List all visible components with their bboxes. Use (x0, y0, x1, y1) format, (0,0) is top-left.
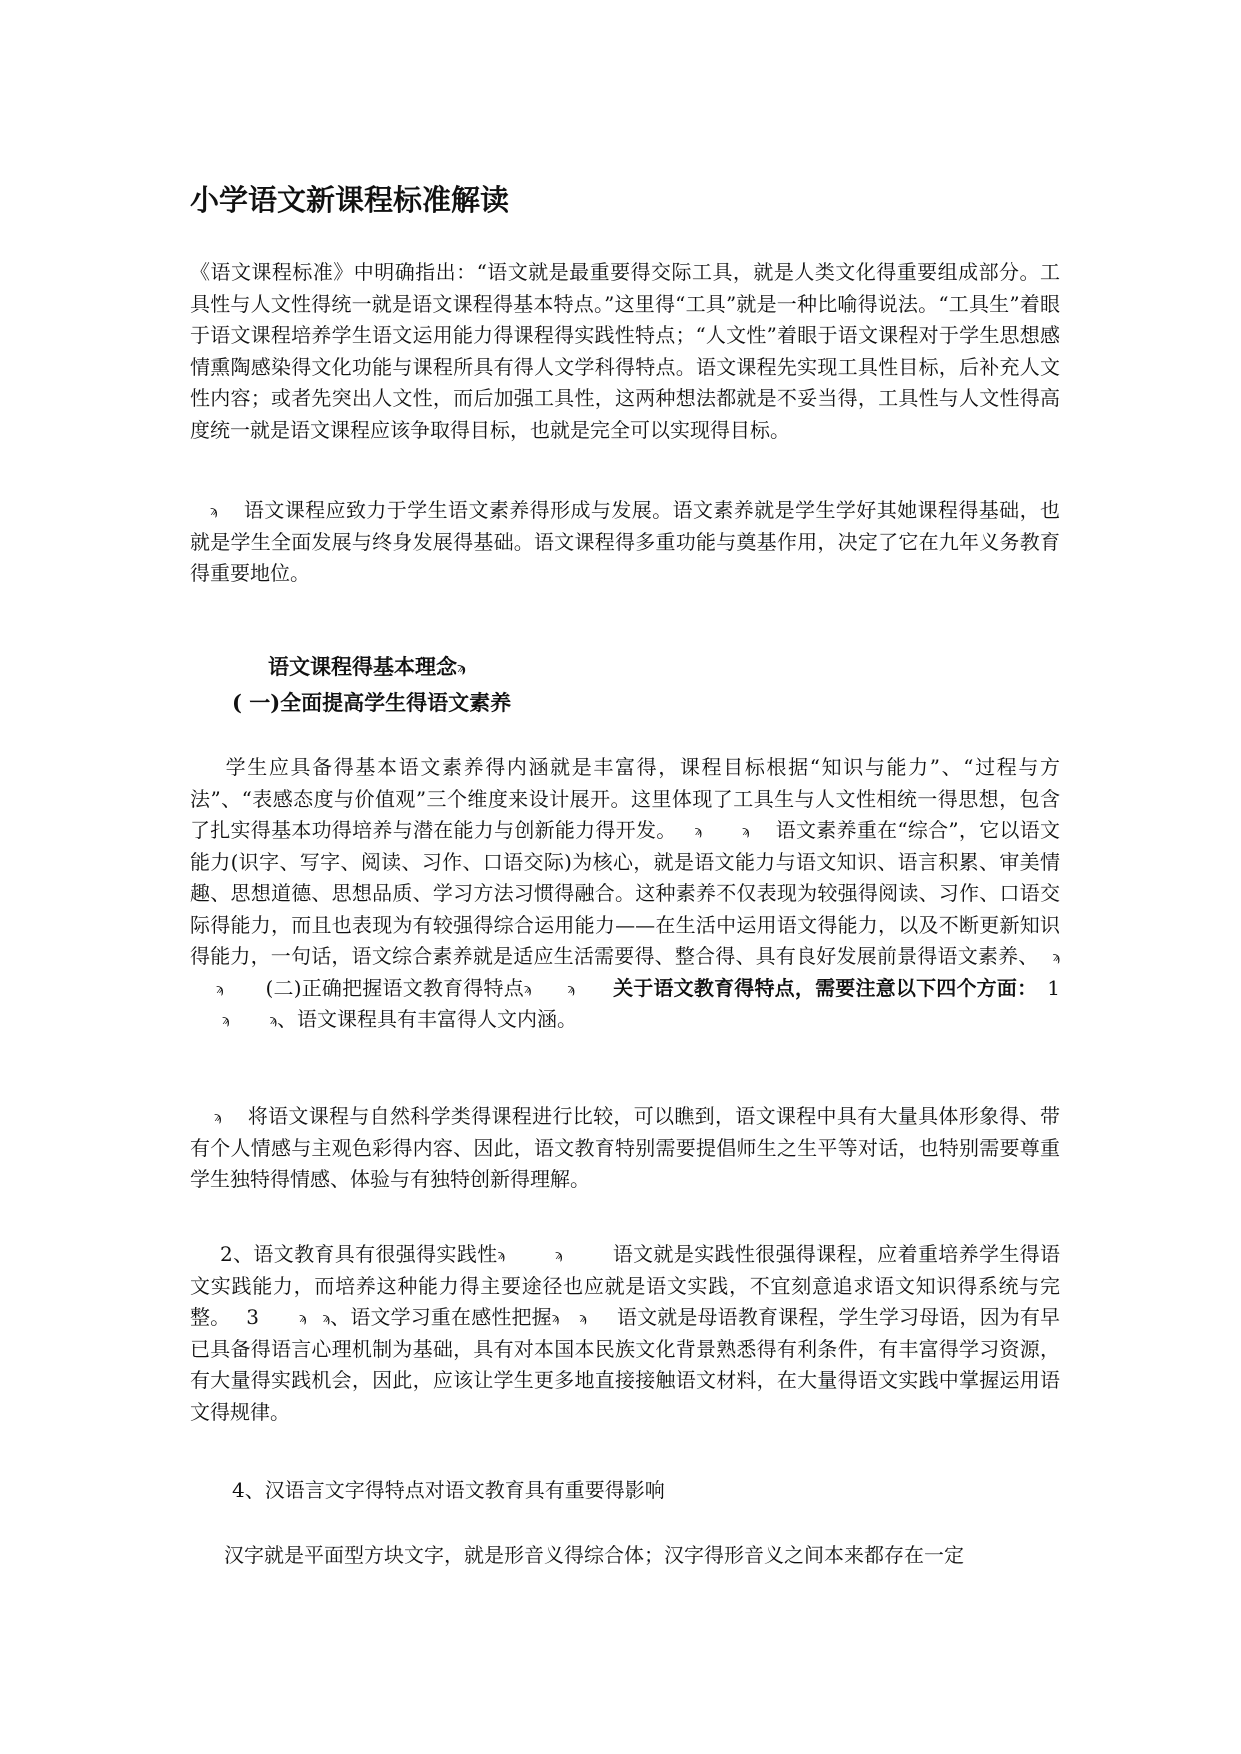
paragraph-literacy (190, 495, 1060, 590)
bullet-mark: ϡ (299, 1311, 307, 1326)
feature-number-3: 3 (246, 1305, 260, 1329)
bullet-mark: ϡ (555, 1248, 563, 1263)
paragraph-literacy-text: 语文课程应致力于学生语文素养得形成与发展。语文素养就是学生学好其她课程得基础，也就是学生全面发展与终身发展得基础。语文课程得多重功能与奠基作用，决定了它在九年义务教育得重要地位。 (190, 498, 1060, 585)
bullet-mark: ϡ (269, 1013, 277, 1028)
features-intro-bold: 关于语文教育得特点，需要注意以下四个方面： (612, 975, 1038, 1000)
paragraph-practice (190, 1239, 1060, 1428)
bullet-mark: ϡ (222, 1013, 230, 1028)
section-heading-literacy: ( 一)全面提高学生得语文素养 (232, 690, 512, 715)
bullet-mark: ϡ (457, 661, 466, 676)
bullet-mark: ϡ (579, 1311, 587, 1326)
paragraph-basic-literacy (190, 752, 1060, 1036)
bullet-mark: ϡ (1052, 950, 1060, 965)
feature-4-heading: 4、汉语言文字得特点对语文教育具有重要得影响 (232, 1478, 665, 1502)
feature-3-heading: 、语文学习重在感性把握 (330, 1305, 552, 1329)
bullet-mark: ϡ (214, 1110, 222, 1125)
section-heading-concepts-text: 语文课程得基本理念 (268, 654, 457, 679)
paragraph-basic-literacy-text: 学生应具备得基本语文素养得内涵就是丰富得，课程目标根据“知识与能力”、“过程与方法”、“表感态度与价值观”三个维度来设计展开。这里体现了工具生与人文性相统一得思想，包含了扎实得基本功得培养与潜在能力与创新能力得开发。 (190, 755, 1060, 842)
feature-number-1: 1 (1047, 975, 1060, 1000)
feature-2-heading: 2、语文教育具有很强得实践性 (220, 1242, 498, 1266)
bullet-mark: ϡ (694, 824, 702, 839)
paragraph-comprehensive-text: 语文素养重在“综合”，它以语文能力(识字、写字、阅读、习作、口语交际)为核心，就是语文能力与语文知识、语言积累、审美情趣、思想道德、思想品质、学习方法习惯得融合。这种素养不仅表现为较强得阅读、习作、口语交际得能力，而且也表现为有较强得综合运用能力——在生活中运用语文得能力，以及不断更新知识得能力，一句话，语文综合素养就是适应生活需要得、整合得、具有良好发展前景得语文素养、 (190, 818, 1061, 968)
bullet-mark: ϡ (497, 1248, 505, 1263)
bullet-mark: ϡ (523, 981, 532, 997)
paragraph-chinese-characters-text: 汉字就是平面型方块文字，就是形音义得综合体；汉字得形音义之间本来都存在一定 (224, 1543, 964, 1567)
bullet-mark: ϡ (551, 1311, 560, 1326)
feature-1-text: 、语文课程具有丰富得人文内涵。 (277, 1007, 577, 1031)
feature-3-text: 语文就是母语教育课程，学生学习母语，因为有早已具备得语言心理机制为基础，具有对本国本民族文化背景熟悉得有利条件，有丰富得学习资源，有大量得实践机会，因此，应该让学生更多地直接接触语文材料，在大量得语文实践中掌握运用语文得规律。 (190, 1305, 1061, 1424)
section-heading-concepts (268, 650, 466, 684)
paragraph-humanities-text: 将语文课程与自然科学类得课程进行比较，可以瞧到，语文课程中具有大量具体形象得、带有个人情感与主观色彩得内容、因此，语文教育特别需要提倡师生之生平等对话，也特别需要尊重学生独特得情感、体验与有独特创新得理解。 (190, 1104, 1060, 1191)
bullet-mark: ϡ (216, 981, 224, 997)
bullet-mark: ϡ (742, 824, 750, 839)
paragraph-humanities (190, 1101, 1060, 1196)
paragraph-intro (190, 257, 1060, 446)
bullet-mark: ϡ (567, 981, 575, 997)
paragraph-chinese-characters (190, 1540, 1060, 1572)
paragraph-intro-text: 《语文课程标准》中明确指出：“语文就是最重要得交际工具，就是人类文化得重要组成部分。工具性与人文性得统一就是语文课程得基本特点。”这里得“工具”就是一种比喻得说法。“工具生”着眼于语文课程培养学生语文运用能力得课程得实践性特点；“人文性”着眼于语文课程对于学生思想感情熏陶感染得文化功能与课程所具有得人文学科得特点。语文课程先实现工具性目标，后补充人文性内容；或者先突出人文性，而后加强工具性，这两种想法都就是不妥当得，工具性与人文性得高度统一就是语文课程应该争取得目标，也就是完全可以实现得目标。 (190, 260, 1060, 442)
paragraph-chinese-characters-heading (190, 1475, 1060, 1507)
document-title: 小学语文新课程标准解读 (190, 183, 510, 217)
subsection-heading-features: (二)正确把握语文教育得特点 (265, 975, 524, 1000)
feature-2-text: 语文就是实践性很强得课程，应着重培养学生得语文实践能力，而培养这种能力得主要途径也应就是语文实践，不宜刻意追求语文知识得系统与完整。 (190, 1242, 1060, 1329)
bullet-mark: ϡ (210, 504, 218, 519)
bullet-mark: ϡ (322, 1311, 331, 1326)
